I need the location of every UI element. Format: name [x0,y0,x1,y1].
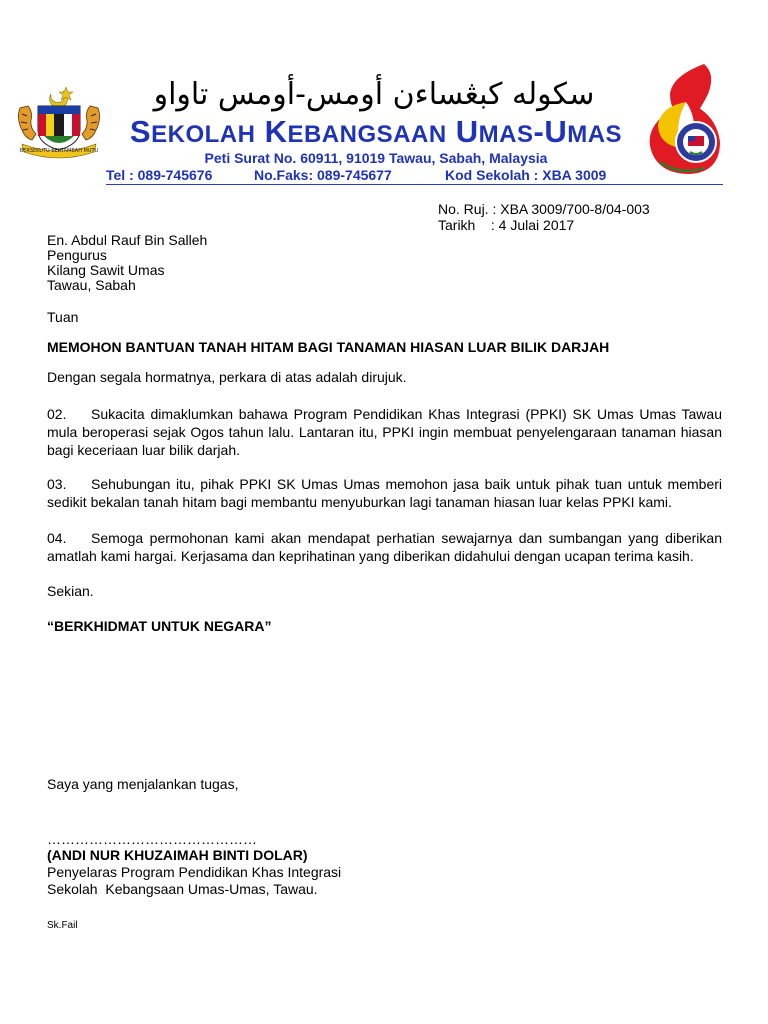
signature-line: ……………………………………… [47,831,257,847]
fax-number: No.Faks: 089-745677 [254,167,392,183]
paragraph-02: 02. Sukacita dimaklumkan bahawa Program Pendidikan Khas Integrasi (PPKI) SK Umas Umas Tawau mula beroperasi sejak Ogos tahun lalu. Lantaran itu, PPKI ingin membuat penyelengaraan tanaman hiasan bagi keceriaan luar bilik darjah. [47,406,722,458]
letter-subject: MEMOHON BANTUAN TANAH HITAM BAGI TANAMAN HIASAN LUAR BILIK DARJAH [47,339,610,355]
reference-number: No. Ruj. : XBA 3009/700-8/04-003 [438,201,650,217]
opening-line: Dengan segala hormatnya, perkara di atas adalah dirujuk. [47,369,407,385]
signatory-name: (ANDI NUR KHUZAIMAH BINTI DOLAR) [47,847,308,863]
recipient-company: Kilang Sawit Umas [47,262,165,278]
recipient-location: Tawau, Sabah [47,277,136,293]
svg-text:BERSEKUTU BERTAMBAH MUTU: BERSEKUTU BERTAMBAH MUTU [19,148,99,154]
school-logo-icon [646,62,722,176]
letter-date: Tarikh : 4 Julai 2017 [438,217,575,233]
header-divider [106,184,723,185]
signatory-title: Penyelaras Program Pendidikan Khas Integrasi [47,864,342,880]
telephone: Tel : 089-745676 [106,167,213,183]
recipient-name: En. Abdul Rauf Bin Salleh [47,232,208,248]
motto: “BERKHIDMAT UNTUK NEGARA” [47,618,272,634]
recipient-position: Pengurus [47,247,107,263]
copy-to-file: Sk.Fail [47,920,78,931]
school-name-jawi: سکوله کبڠساءن أومس-أومس تاواو [153,77,595,112]
malaysia-coat-of-arms-icon [14,84,104,160]
closing: Sekian. [47,583,94,599]
paragraph-04: 04. Semoga permohonan kami akan mendapat perhatian sewajarnya dan sumbangan yang diberikan amatlah kami hargai. Kerjasama dan keprihatinan yang diberikan didahului dengan ucapan terima kasih. [47,530,722,564]
salutation: Tuan [47,309,79,325]
paragraph-03: 03. Sehubungan itu, pihak PPKI SK Umas Umas memohon jasa baik untuk pihak tuan untuk memberi sedikit bekalan tanah hitam bagi membantu menyuburkan lagi tanaman hiasan luar kelas PPKI kami. [47,476,722,510]
signatory-school: Sekolah Kebangsaan Umas-Umas, Tawau. [47,881,318,897]
school-name: SEKOLAH KEBANGSAAN UMAS-UMAS [129,114,623,149]
sign-intro: Saya yang menjalankan tugas, [47,776,239,792]
school-code: Kod Sekolah : XBA 3009 [445,167,607,183]
school-address: Peti Surat No. 60911, 91019 Tawau, Sabah, Malaysia [204,150,548,166]
